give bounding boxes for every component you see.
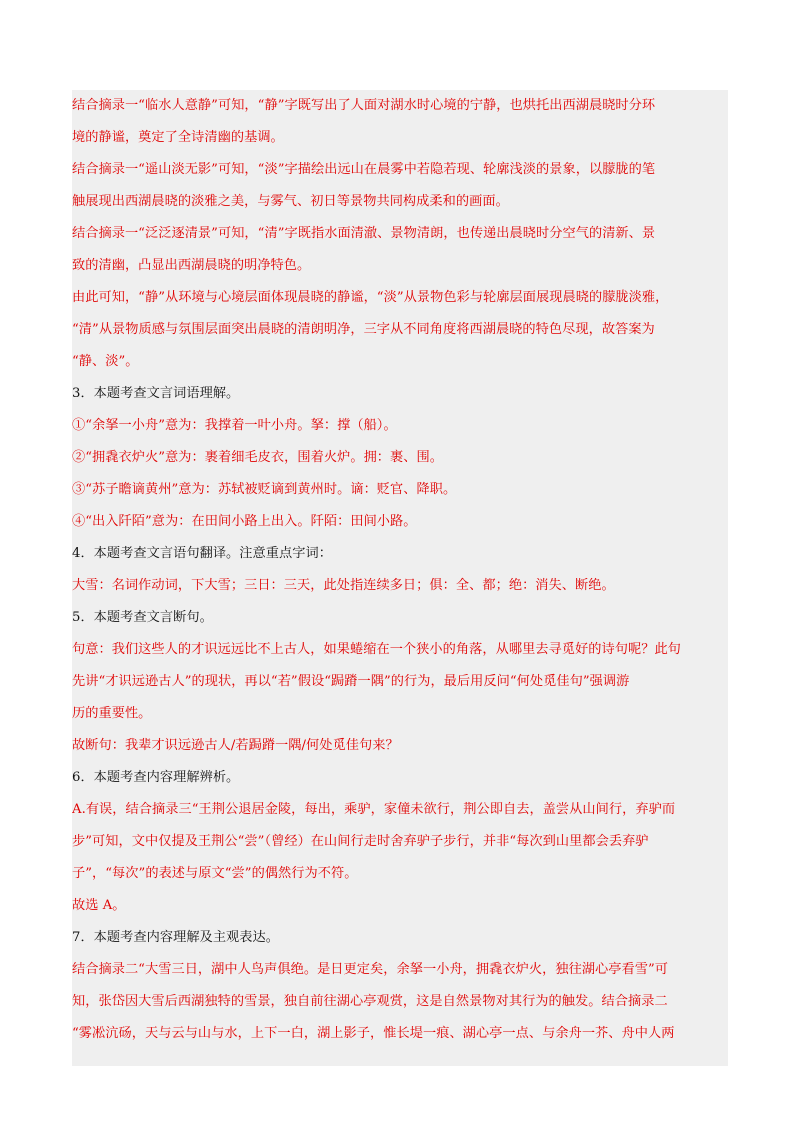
answer-text-line: 句意：我们这些人的才识远远比不上古人，如果蜷缩在一个狭小的角落，从哪里去寻觅好的诗句呢？此句 xyxy=(72,642,681,657)
question-heading-line: 6．本题考查内容理解辨析。 xyxy=(72,770,240,785)
answer-text-line: 故断句：我辈才识远逊古人/若跼蹐一隅/何处觅佳句来？ xyxy=(72,738,399,753)
answer-text-line: 由此可知，“静”从环境与心境层面体现晨晓的静谧，“淡”从景物色彩与轮廓层面展现晨晓的朦胧淡雅， xyxy=(72,290,669,305)
answer-text-line: 结合摘录二“大雪三日，湖中人鸟声俱绝。是日更定矣，余拏一小舟，拥毳衣炉火，独往湖心亭看雪”可 xyxy=(72,962,669,977)
answer-text-line: 结合摘录一“临水人意静”可知，“静”字既写出了人面对湖水时心境的宁静，也烘托出西湖晨晓时分环 xyxy=(72,98,656,113)
answer-text-line: ③“苏子瞻谪黄州”意为：苏轼被贬谪到黄州时。谪：贬官、降职。 xyxy=(72,482,457,497)
answer-text-line: 知，张岱因大雪后西湖独特的雪景，独自前往湖心亭观赏，这是自然景物对其行为的触发。结合摘录二 xyxy=(72,994,668,1009)
answer-text-line: 先讲“才识远逊古人”的现状，再以“若”假设“跼蹐一隅”的行为，最后用反问“何处觅佳句”强调游 xyxy=(72,674,630,689)
answer-text-line: 境的静谧，奠定了全诗清幽的基调。 xyxy=(72,130,284,145)
answer-text-line: 子”，“每次”的表述与原文“尝”的偶然行为不符。 xyxy=(72,866,358,881)
answer-text-line: “雾凇沆砀，天与云与山与水，上下一白，湖上影子，惟长堤一痕、湖心亭一点、与余舟一芥、舟中人两 xyxy=(72,1026,675,1041)
answer-text-line: “清”从景物质感与氛围层面突出晨晓的清朗明净，三字从不同角度将西湖晨晓的特色尽现，故答案为 xyxy=(72,322,655,337)
answer-text-line: 历的重要性。 xyxy=(72,706,152,721)
answer-text-line: 结合摘录一“遥山淡无影”可知，“淡”字描绘出远山在晨雾中若隐若现、轮廓浅淡的景象，以朦胧的笔 xyxy=(72,162,656,177)
answer-text-line: 大雪：名词作动词，下大雪；三日：三天，此处指连续多日；俱：全、都；绝：消失、断绝。 xyxy=(72,578,615,593)
answer-text-line: ①“余拏一小舟”意为：我撑着一叶小舟。拏：撑（船）。 xyxy=(72,418,397,433)
answer-text-line: 步”可知，文中仅提及王荆公“尝”（曾经）在山间行走时舍弃驴子步行，并非“每次到山里都会丢弃驴 xyxy=(72,834,649,849)
answer-text-line: ②“拥毳衣炉火”意为：裹着细毛皮衣，围着火炉。拥：裹、围。 xyxy=(72,450,443,465)
answer-text-line: ④“出入阡陌”意为：在田间小路上出入。阡陌：田间小路。 xyxy=(72,514,417,529)
question-heading-line: 3．本题考查文言词语理解。 xyxy=(72,386,240,401)
question-heading-line: 5．本题考查文言断句。 xyxy=(72,610,213,625)
answer-text-line: 致的清幽，凸显出西湖晨晓的明净特色。 xyxy=(72,258,311,273)
answer-text-line: 故选 A。 xyxy=(72,898,126,913)
answer-explanation-block xyxy=(72,90,728,1066)
question-heading-line: 4．本题考查文言语句翻译。注意重点字词： xyxy=(72,546,332,561)
question-heading-line: 7．本题考查内容理解及主观表达。 xyxy=(72,930,280,945)
answer-text-line: 触展现出西湖晨晓的淡雅之美，与雾气、初日等景物共同构成柔和的画面。 xyxy=(72,194,509,209)
answer-text-line: A.有误，结合摘录三“王荆公退居金陵，每出，乘驴，家僮未欲行，荆公即自去，盖尝从山间行，弃驴而 xyxy=(72,802,676,817)
answer-text-line: “静、淡”。 xyxy=(72,354,139,369)
answer-text-line: 结合摘录一“泛泛逐清景”可知，“清”字既指水面清澈、景物清朗，也传递出晨晓时分空气的清新、景 xyxy=(72,226,656,241)
